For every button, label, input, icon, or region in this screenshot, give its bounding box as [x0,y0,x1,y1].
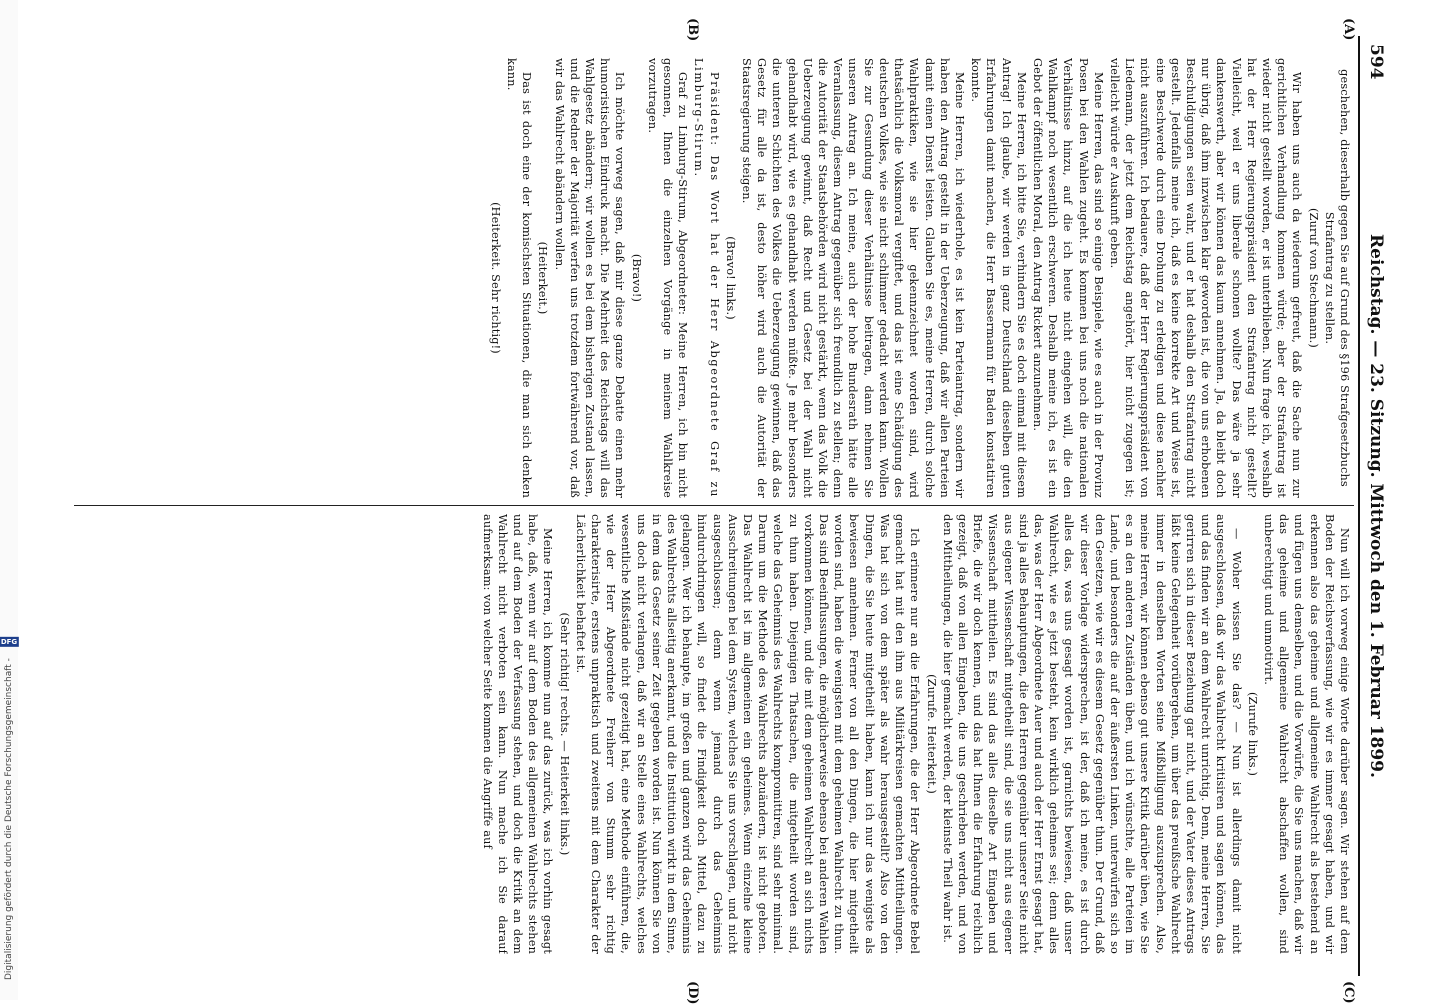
paragraph: Meine Herren, ich bitte Sie, verhindern Sie es doch einmal mit diesem Antrag! Ich glaube, wir werden in ganz Deutschland dieselben guten Erfahrungen damit machen, die Herr Bassermann für Baden konstatiren konnte. [969,58,1028,498]
paragraph: (Heiterkeit. Sehr richtig!) [488,202,502,354]
left-column [82,58,1352,498]
paragraph: Ich erinnere nur an die Erfahrungen, die der Herr Abgeordnete Bebel gemacht hat mit den ihm aus Militärkreisen gemachten Mittheilungen. Was hat sich von dem später als wahr herausgestellt? Also von den Dingen, die Sie heute mitgetheilt haben, kann ich nur das wenigste als bewiesen annehmen. Ferner von all den Dingen, die hier mitgetheilt worden sind, haben die wenigsten mit dem geheimen Wahlrecht zu thun. Das sind Beeinflussungen, die möglicherweise ebenso bei anderen Wahlen vorkommen können, und die mit dem geheimen Wahlrecht an sich nichts zu thun haben. Diejenigen Thatsachen, die mitgetheilt worden sind, welche das Geheimnis des Wahlrechts kompromittiren, sind sehr minimal. Darum um die Methode des Wahlrechts abzuändern, ist nicht geboten. Das Wahlrecht ist im allgemeinen ein geheimes. Wenn einzelne kleine Ausschreitungen bei dem System, welches Sie uns vorschlagen, und nicht ausgeschlossen; denn wenn jemand durch das Geheimnis hindurchdringen will, so findet die Findigkeit doch Mittel, dazu zu gelangen. Wer ich behaupte, im großen und ganzen wird das Geheimnis des Wahlrechts allseitig anerkannt, und die Institution wirkt in dem Sinne, in dem das Gesetz seiner Zeit gegeben worden ist. Nun können Sie von uns doch nicht verlangen, daß wir an Stelle eines Wahlrechts, welches wesentliche Mißstände nicht gezeitigt hat, eine Methode einführen, die, wie der Herr Abgeordnete Freiherr von Stumm sehr richtig charakterisirte, erstens unpraktisch und zweitens mit dem Charakter der Lächerlichkeit behaftet ist. [573,514,922,954]
paragraph: Das ist doch eine der komischsten Situationen, die man sich denken kann. [505,58,534,498]
paragraph: (Zurufe. Heiterkeit.) [924,674,938,794]
paragraph: geschehen, dieserhalb gegen Sie auf Grund des §196 Strafgesetzbuchs Strafantrag zu stellen. [1322,69,1351,487]
paragraph: — Woher wissen Sie das? — Nun ist allerdings damit nicht ausgeschlossen, daß wir das Wahlrecht kritisiren und sagen können, das und das finden wir an dem Wahlrecht unrichtig. Denn, meine Herren, Sie gerirren sich in dieser Beziehung gar nicht, und der Vater dieses Antrags läßt keine Gelegenheit vorübergehen, um über das preußische Wahlrecht immer in denselben Worten seine Mißbilligung auszusprechen. Also, meine Herren, wir können ebenso gut unsere Kritik darüber üben, wie Sie es an den anderen Zuständen üben, und ich wünschte, alle Parteien im Lande, und besonders die auf der äußersten Linken, unterwürfen sich so den Gesetzen, wie wir es diesem Gesetz gegenüber thun. Der Grund, daß wir dieser Vorlage widersprechen, ist der, daß ich meine, es ist durch alles das, was uns gesagt worden ist, garnichts bewiesen, daß unser Wahlrecht, wie es jetzt besteht, kein wirklich geheimes sei; denn alles das, was der Herr Abgeordnete Auer und auch der Herr Ernst gesagt hat, sind ja alles Behauptungen, die den Herren gegenüber unserer Seite nicht aus eigener Wissenschaft mitgetheilt sind, die sie uns nicht aus eigener Wissenschaft mittheilen. Es sind das alles dieselbe Art Eingaben und Briefe, die wir doch kennen, und das hat Ihnen die Erfahrung reichlich gezeigt, daß von allen Eingaben, die uns geschrieben werden, und von den Mittheilungen, die hier gemacht werden, der kleinste Theil wahr ist. [940,514,1243,954]
column-divider [74,505,1354,506]
paragraph: Meine Herren, das sind so einige Beispiele, wie es auch in der Provinz Posen bei den Wahlen zugeht. Es kommen bei uns noch die nationalen Verhältnisse hinzu, auf die ich heute nicht eingehen will, die den Wahlkampf noch wesentlich erschweren. Deshalb meine ich, es ist ein Gebot der öffentlichen Moral, den Antrag Rickert anzunehmen. [1030,58,1105,498]
paragraph: (Sehr richtig! rechts. — Heiterkeit links.) [557,612,571,856]
scanned-page [60,18,1390,1005]
marker-a: (A) [1341,18,1356,41]
paragraph: (Bravo!) [629,253,643,303]
paragraph: Ich möchte vorweg sagen, daß mir diese ganze Debatte einen mehr humoristischen Eindruck macht. Die Mehrheit des Reichstags will das Wahlgesetz abändern; wir wollen es bei dem bisherigen Zustand lassen, und die Redner der Majorität werfen uns trotzdem fortwährend vor, daß wir das Wahlrecht abändern wollen. [552,58,627,498]
digitization-sidebar [0,0,18,1000]
paragraph: Meine Herren, ich wiederhole, es ist kein Parteiantrag, sondern wir haben den Antrag gestellt in der Ueberzeugung, daß wir allen Parteien damit einen Dienst leisten. Glauben Sie es, meine Herren, durch solche Wahlpraktiken, wie sie hier gekennzeichnet worden sind, wird thatsächlich die Volksmoral vergiftet, und das ist eine Schädigung des deutschen Volkes, wie sie nicht schlimmer gedacht werden kann. Wollen Sie zur Gesundung dieser Verhältnisse beitragen, dann nehmen Sie unseren Antrag an. Ich meine, auch der hohe Bundesrath hätte alle Veranlassung, diesem Antrag gegenüber sich freundlich zu stellen; denn die Autorität der Staatsbehörden wird nicht gestärkt, wenn das Volk die Ueberzeugung gewinnt, daß Recht und Gesetz bei der Wahl nicht gehandhabt wird, wie es gehandhabt werden müßte. Je mehr besonders die unteren Schichten des Volkes die Ueberzeugung gewinnen, daß das Gesetz für alle da ist, desto höher wird auch die Autorität der Staatsregierung steigen. [740,58,966,498]
dfg-logo: DFG [0,637,18,646]
page-number: 594 [1366,44,1386,80]
page-title: Reichstag. — 23. Sitzung. Mittwoch den 1. Februar 1899. [1366,234,1386,778]
marker-b: (B) [685,18,700,42]
paragraph: Meine Herren, ich komme nun auf das zurück, was ich vorhin gesagt habe, daß, wenn wir auf dem Boden des allgemeinen Wahlrechts stehen und auf dem Boden der Verfassung stehen, und doch die Kritik an dem Wahlrecht nicht verboten sein kann. Nun mache ich Sie darauf aufmerksam: von welcher Seite kommen die Angriffe auf [480,514,555,954]
paragraph: (Heiterkeit.) [536,241,550,315]
paragraph: (Zurufe links.) [1245,691,1259,777]
digitization-notice [0,0,18,1000]
digitization-text: Digitalisierung gefördert durch die Deutsche Forschungsgemeinschaft - [4,658,14,980]
paragraph: Präsident: Das Wort hat der Herr Abgeordnete Graf zu Limburg-Stirum. [692,58,721,498]
page-header [1358,36,1390,976]
right-column [82,514,1352,954]
marker-c: (C) [1341,981,1356,1004]
paragraph: (Zuruf von Stechmann.) [1306,208,1320,348]
paragraph: Nun will ich vorweg einige Worte darüber sagen. Wir stehen auf dem Boden der Reichsverfassung, wie wir es immer gesagt haben, und wir erkennen also das geheime und allgemeine Wahlrecht als bestehend an und fügen uns demselben, und die Vorwürfe, die Sie uns machen, daß wir das geheime und allgemeine Wahlrecht abschaffen wollen, sind unberechtigt und unmotivirt. [1261,514,1351,954]
paragraph: Wir haben uns auch da wiederum gefreut, daß die Sache nun zur gerichtlichen Verhandlung kommen würde; aber der Strafantrag ist wieder nicht gestellt worden, er ist unterblieben. Nun frage ich, weshalb hat der Herr Regierungspräsident den Strafantrag nicht gestellt? Vielleicht, weil er uns liberale schonen wollte? Das wäre ja sehr dankenswerth, aber wir können das kaum annehmen. Ja, da bleibt doch nur übrig, daß ihm inzwischen klar geworden ist, die von uns erhobenen Beschuldigungen seien wahr, und er hat deshalb den Strafantrag nicht gestellt. Jedenfalls meine ich, daß es keine korrekte Art und Weise ist, eine Beschwerde durch eine Drohung zu erledigen und diese nachher nicht auszuführen. Ich bedauere, daß der Herr Regierungspräsident von Liedemann, der jetzt dem Reichstag angehört, hier nicht zugegen ist; vielleicht würde er Auskunft geben. [1107,58,1304,498]
paragraph: (Bravo! links.) [723,236,737,320]
marker-d: (D) [685,981,700,1005]
paragraph: Graf zu Limburg-Stirum, Abgeordneter: Meine Herren, ich bin nicht gesonnen, Ihnen die einzelnen Vorgänge in meinem Wahlkreise vorzutragen. [645,58,690,498]
